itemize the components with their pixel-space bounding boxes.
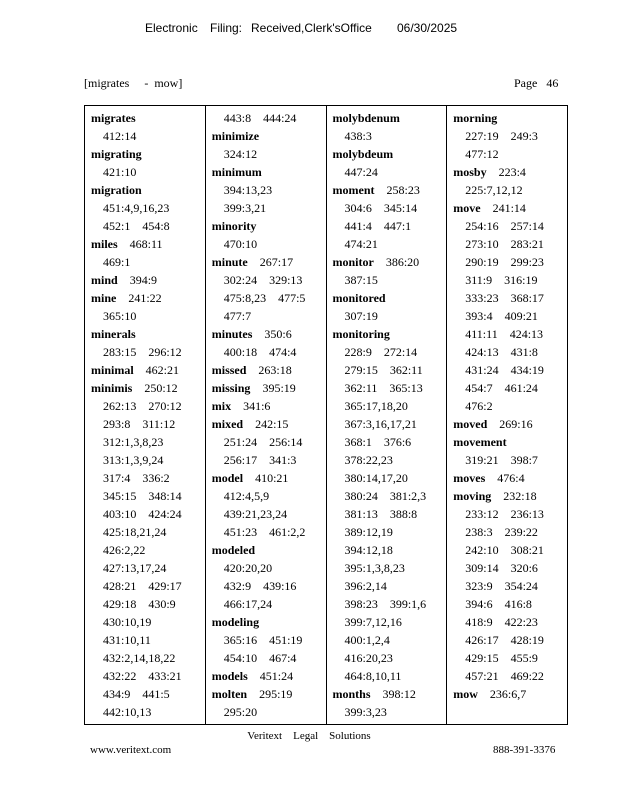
index-term: monitor: [332, 255, 374, 269]
index-term: moving: [453, 489, 492, 503]
index-reference: 273:10 283:21: [465, 237, 544, 251]
index-reference: 426:2,22: [103, 543, 146, 557]
index-term: moved: [453, 417, 488, 431]
index-term-line: [453, 487, 567, 505]
index-reference: 381:13 388:8: [344, 507, 418, 521]
index-reference: 454:7 461:24: [465, 381, 538, 395]
index-reference: 242:10 308:21: [465, 543, 544, 557]
index-reference: 312:1,3,8,23: [103, 435, 164, 449]
index-term: move: [453, 201, 481, 215]
index-reference: 311:9 316:19: [465, 273, 538, 287]
index-term-line: [212, 541, 326, 559]
index-reference: 313:1,3,9,24: [103, 453, 164, 467]
index-term-line: [91, 379, 205, 397]
index-reference: 403:10 424:24: [103, 507, 182, 521]
index-term: minimal: [91, 363, 134, 377]
index-term: minimize: [211, 129, 260, 143]
index-reference: 290:19 299:23: [465, 255, 544, 269]
index-reference: 451:4,9,16,23: [103, 201, 170, 215]
index-term: moves: [453, 471, 486, 485]
index-term-line: [212, 217, 326, 235]
index-term: moment: [332, 183, 375, 197]
index-reference: 424:13 431:8: [465, 345, 538, 359]
index-reference: 394:6 416:8: [465, 597, 532, 611]
index-reference: 432:9 439:16: [223, 579, 297, 593]
index-term: model: [211, 471, 244, 485]
index-reference: 427:13,17,24: [103, 561, 167, 575]
index-term-line: [453, 109, 567, 127]
index-term: molybdenum: [332, 111, 400, 125]
index-term: mosby: [453, 165, 487, 179]
index-term-line: [333, 685, 447, 703]
index-reference: 295:20: [223, 705, 258, 719]
index-term: movement: [453, 435, 507, 449]
index-reference: 429:18 430:9: [103, 597, 176, 611]
index-term-line: [453, 163, 567, 181]
index-term-line: [453, 199, 567, 217]
index-reference: 293:8 311:12: [103, 417, 176, 431]
index-reference: 451:23 461:2,2: [223, 525, 306, 539]
index-reference: 420:20,20: [223, 561, 273, 575]
index-column: [206, 106, 327, 724]
index-reference: 394:13,23: [223, 183, 273, 197]
index-reference: 345:15 348:14: [103, 489, 182, 503]
index-reference: 462:21: [145, 363, 180, 377]
index-reference: 398:23 399:1,6: [344, 597, 427, 611]
index-reference: 236:6,7: [489, 687, 527, 701]
index-reference: 432:2,14,18,22: [103, 651, 176, 665]
index-reference: 399:3,21: [223, 201, 267, 215]
index-term-line: [212, 685, 326, 703]
index-term-line: [91, 325, 205, 343]
index-term-line: [91, 235, 205, 253]
index-reference: 398:12: [382, 687, 416, 701]
index-term-line: [333, 145, 447, 163]
index-reference: 412:14: [103, 129, 137, 143]
index-reference: 451:24: [259, 669, 294, 683]
index-reference: 443:8 444:24: [223, 111, 297, 125]
index-reference: 365:17,18,20: [344, 399, 408, 413]
index-reference: 242:15: [255, 417, 289, 431]
index-reference: 438:3: [344, 129, 372, 143]
index-term: mind: [91, 273, 118, 287]
index-reference: 464:8,10,11: [344, 669, 402, 683]
footer-phone: 888-391-3376: [493, 744, 556, 756]
index-reference: 418:9 422:23: [465, 615, 538, 629]
index-term: migrating: [91, 147, 142, 161]
index-term-line: [453, 415, 567, 433]
index-reference: 442:10,13: [103, 705, 152, 719]
index-term: monitored: [332, 291, 386, 305]
index-reference: 430:10,19: [103, 615, 152, 629]
index-term-line: [212, 613, 326, 631]
index-term-line: [91, 271, 205, 289]
index-term: mixed: [211, 417, 244, 431]
index-term: molybdeum: [332, 147, 394, 161]
index-term-line: [212, 397, 326, 415]
index-term-line: [212, 415, 326, 433]
index-term: migration: [91, 183, 142, 197]
index-reference: 469:1: [103, 255, 131, 269]
index-reference: 319:21 398:7: [465, 453, 538, 467]
index-term: modeled: [211, 543, 256, 557]
index-reference: 368:1 376:6: [344, 435, 412, 449]
index-reference: 421:10: [103, 165, 137, 179]
filing-date: 06/30/2025: [397, 21, 458, 35]
index-reference: 250:12: [144, 381, 178, 395]
index-reference: 425:18,21,24: [103, 525, 167, 539]
index-reference: 426:17 428:19: [465, 633, 544, 647]
index-reference: 238:3 239:22: [465, 525, 538, 539]
index-term-line: [91, 109, 205, 127]
index-term-line: [91, 289, 205, 307]
index-reference: 309:14 320:6: [465, 561, 538, 575]
index-term: mix: [211, 399, 232, 413]
filing-label-electronic: Electronic: [145, 21, 198, 35]
index-term-line: [453, 469, 567, 487]
index-reference: 241:14: [492, 201, 526, 215]
index-term-line: [333, 325, 447, 343]
index-reference: 416:20,23: [344, 651, 393, 665]
index-term: morning: [453, 111, 498, 125]
index-reference: 228:9 272:14: [344, 345, 418, 359]
index-reference: 457:21 469:22: [465, 669, 544, 683]
index-term: mine: [91, 291, 117, 305]
index-reference: 386:20: [385, 255, 420, 269]
index-reference: 256:17 341:3: [223, 453, 297, 467]
index-grid: [84, 105, 568, 725]
index-term-line: [333, 181, 447, 199]
index-reference: 283:15 296:12: [103, 345, 182, 359]
index-term: monitoring: [332, 327, 390, 341]
index-reference: 304:6 345:14: [344, 201, 418, 215]
index-reference: 267:17: [259, 255, 294, 269]
index-reference: 295:19: [259, 687, 293, 701]
index-term-line: [212, 127, 326, 145]
index-reference: 466:17,24: [223, 597, 273, 611]
index-reference: 323:9 354:24: [465, 579, 538, 593]
index-reference: 470:10: [223, 237, 258, 251]
index-term: migrates: [91, 111, 136, 125]
index-reference: 232:18: [503, 489, 537, 503]
index-reference: 389:12,19: [344, 525, 393, 539]
index-term-line: [212, 667, 326, 685]
index-reference: 365:10: [103, 309, 137, 323]
index-reference: 432:22 433:21: [103, 669, 182, 683]
index-reference: 362:11 365:13: [344, 381, 423, 395]
index-reference: 441:4 447:1: [344, 219, 412, 233]
index-reference: 468:11: [129, 237, 163, 251]
index-term: minerals: [91, 327, 136, 341]
index-term-line: [212, 469, 326, 487]
index-reference: 477:7: [223, 309, 252, 323]
index-reference: 241:22: [128, 291, 162, 305]
index-reference: 410:21: [255, 471, 289, 485]
index-column: [85, 106, 206, 724]
index-term: miles: [91, 237, 118, 251]
index-reference: 233:12 236:13: [465, 507, 544, 521]
index-reference: 395:19: [262, 381, 296, 395]
index-reference: 439:21,23,24: [223, 507, 288, 521]
index-reference: 258:23: [386, 183, 420, 197]
index-reference: 412:4,5,9: [223, 489, 270, 503]
index-reference: 476:2: [465, 399, 493, 413]
index-reference: 447:24: [344, 165, 378, 179]
index-reference: 411:11 424:13: [465, 327, 544, 341]
index-reference: 400:1,2,4: [344, 633, 390, 647]
index-term: models: [211, 669, 248, 683]
index-reference: 393:4 409:21: [465, 309, 538, 323]
index-reference: 434:9 441:5: [103, 687, 170, 701]
index-term-line: [453, 433, 567, 451]
index-reference: 395:1,3,8,23: [344, 561, 405, 575]
index-term-line: [212, 253, 326, 271]
index-term-line: [91, 181, 205, 199]
index-reference: 269:16: [499, 417, 533, 431]
index-reference: 251:24 256:14: [223, 435, 303, 449]
index-reference: 324:12: [223, 147, 258, 161]
index-reference: 350:6: [264, 327, 292, 341]
index-term: molten: [211, 687, 248, 701]
index-reference: 279:15 362:11: [344, 363, 423, 377]
index-reference: 387:15: [344, 273, 378, 287]
index-term: modeling: [211, 615, 260, 629]
index-term-line: [91, 145, 205, 163]
index-reference: 227:19 249:3: [465, 129, 538, 143]
index-reference: 394:9: [129, 273, 158, 287]
index-reference: 431:24 434:19: [465, 363, 544, 377]
index-reference: 452:1 454:8: [103, 219, 170, 233]
footer-website: www.veritext.com: [90, 744, 172, 756]
index-reference: 302:24 329:13: [223, 273, 303, 287]
footer-company: Veritext Legal Solutions: [247, 730, 371, 742]
index-term: mow: [453, 687, 478, 701]
index-reference: 475:8,23 477:5: [223, 291, 306, 305]
index-term-line: [333, 109, 447, 127]
index-reference: 474:21: [344, 237, 378, 251]
index-reference: 476:4: [497, 471, 525, 485]
index-reference: 380:14,17,20: [344, 471, 408, 485]
index-reference: 477:12: [465, 147, 499, 161]
index-term-line: [212, 379, 326, 397]
index-reference: 454:10 467:4: [223, 651, 297, 665]
index-term: missed: [211, 363, 247, 377]
index-term: missing: [211, 381, 251, 395]
index-reference: 365:16 451:19: [223, 633, 303, 647]
index-reference: 399:7,12,16: [344, 615, 402, 629]
index-reference: 428:21 429:17: [103, 579, 182, 593]
page-number: Page 46: [514, 76, 559, 90]
index-term-line: [453, 685, 567, 703]
index-reference: 254:16 257:14: [465, 219, 544, 233]
index-column: [447, 106, 567, 724]
index-reference: 262:13 270:12: [103, 399, 182, 413]
filing-label-filing: Filing:: [210, 21, 243, 35]
index-reference: 223:4: [498, 165, 526, 179]
index-reference: 394:12,18: [344, 543, 393, 557]
index-reference: 378:22,23: [344, 453, 393, 467]
index-reference: 399:3,23: [344, 705, 387, 719]
index-term-line: [91, 361, 205, 379]
index-reference: 380:24 381:2,3: [344, 489, 427, 503]
index-term: minimis: [91, 381, 133, 395]
index-reference: 307:19: [344, 309, 378, 323]
index-column: [327, 106, 448, 724]
index-term: minute: [211, 255, 248, 269]
index-term: minority: [211, 219, 257, 233]
index-term: minimum: [211, 165, 262, 179]
index-term-line: [333, 289, 447, 307]
index-reference: 317:4 336:2: [103, 471, 170, 485]
index-term-line: [212, 361, 326, 379]
index-reference: 367:3,16,17,21: [344, 417, 417, 431]
index-reference: 431:10,11: [103, 633, 151, 647]
index-term-line: [212, 325, 326, 343]
index-reference: 225:7,12,12: [465, 183, 523, 197]
filing-label-received: Received,Clerk'sOffice: [251, 21, 372, 35]
index-term-line: [333, 253, 447, 271]
index-reference: 263:18: [258, 363, 292, 377]
index-term-line: [212, 163, 326, 181]
index-reference: 333:23 368:17: [465, 291, 544, 305]
index-term: minutes: [211, 327, 253, 341]
index-reference: 341:6: [243, 399, 271, 413]
index-reference: 400:18 474:4: [223, 345, 297, 359]
index-reference: 429:15 455:9: [465, 651, 538, 665]
index-range: [migrates - mow]: [84, 76, 183, 90]
index-term: months: [332, 687, 371, 701]
index-reference: 396:2,14: [344, 579, 387, 593]
